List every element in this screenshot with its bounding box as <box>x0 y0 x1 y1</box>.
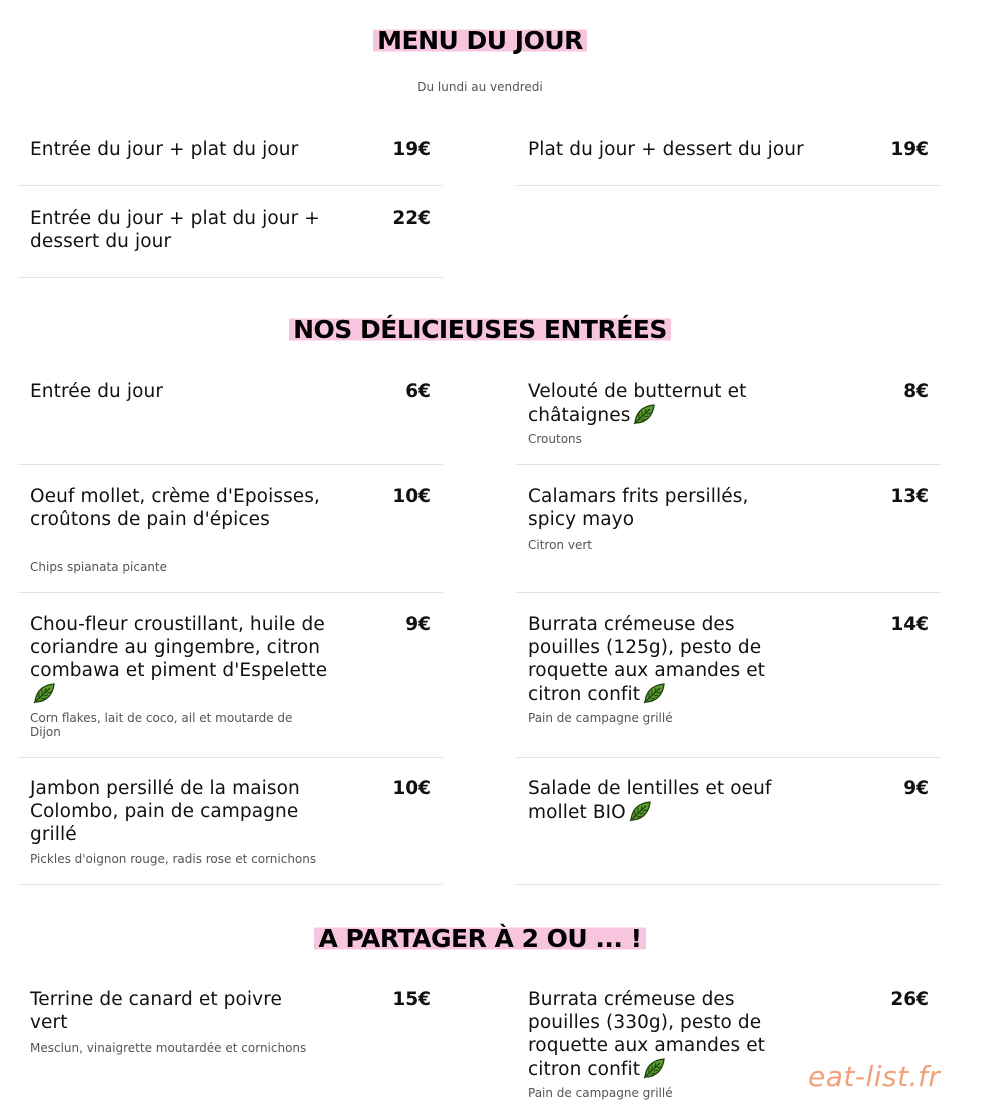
item-name: Burrata crémeuse des pouilles (125g), pesto de roquette aux amandes et citron confit <box>528 614 766 705</box>
item-name: Calamars frits persillés, spicy mayo <box>528 486 749 530</box>
menu-du-jour-subtitle: Du lundi au vendredi <box>417 80 543 94</box>
item-price: 10€ <box>392 486 431 507</box>
item-price: 9€ <box>903 778 929 799</box>
item-name: Jambon persillé de la maison Colombo, pain de campagne grillé <box>30 778 300 845</box>
item-description: Mesclun, vinaigrette moutardée et cornichons <box>30 1041 307 1055</box>
item-description: Pickles d'oignon rouge, radis rose et cornichons <box>30 852 317 866</box>
item-name: Oeuf mollet, crème d'Epoisses, croûtons de pain d'épices <box>30 486 321 530</box>
item-description: Pain de campagne grillé <box>528 711 673 725</box>
item-price: 19€ <box>890 139 929 160</box>
item-name: Chou-fleur croustillant, huile de coriandre au gingembre, citron combawa et piment d'Espelette <box>30 614 328 681</box>
vegetarian-leaf-icon <box>632 403 656 425</box>
watermark: eat-list.fr <box>808 1060 941 1093</box>
item-name: Salade de lentilles et oeuf mollet BIO <box>528 778 772 823</box>
vegetarian-leaf-icon <box>642 1057 666 1079</box>
item-name: Entrée du jour <box>30 381 164 402</box>
item-price: 9€ <box>405 614 431 635</box>
menu-du-jour-title: MENU DU JOUR <box>373 26 587 55</box>
item-price: 6€ <box>405 381 431 402</box>
item-name: Plat du jour + dessert du jour <box>528 139 804 160</box>
item-name: Burrata crémeuse des pouilles (330g), pesto de roquette aux amandes et citron confit <box>528 989 766 1080</box>
menu-item <box>18 613 443 758</box>
item-price: 14€ <box>890 614 929 635</box>
a-partager-title: A PARTAGER À 2 OU ... ! <box>314 924 645 953</box>
section-title-menu-du-jour <box>0 26 960 55</box>
menu-item <box>18 777 443 885</box>
item-price: 8€ <box>903 381 929 402</box>
item-description: Citron vert <box>528 538 592 552</box>
menu-item <box>516 138 941 186</box>
menu-item <box>18 485 443 593</box>
item-price: 10€ <box>392 778 431 799</box>
menu-item <box>18 138 443 186</box>
item-price: 26€ <box>890 989 929 1010</box>
item-description: Pain de campagne grillé <box>528 1086 673 1100</box>
item-price: 13€ <box>890 486 929 507</box>
vegetarian-leaf-icon <box>32 682 56 704</box>
entrees-title: NOS DÉLICIEUSES ENTRÉES <box>289 315 671 344</box>
item-description: Chips spianata picante <box>30 560 167 574</box>
menu-item <box>18 380 443 465</box>
section-title-a-partager <box>0 924 960 953</box>
menu-item <box>18 988 443 1107</box>
item-name: Entrée du jour + plat du jour <box>30 139 299 160</box>
menu-item <box>18 207 443 278</box>
item-description: Corn flakes, lait de coco, ail et moutarde de Dijon <box>30 711 293 739</box>
menu-item <box>516 613 941 758</box>
item-name: Velouté de butternut et châtaignes <box>528 381 747 426</box>
item-price: 19€ <box>392 139 431 160</box>
item-description: Croutons <box>528 432 582 446</box>
item-price: 15€ <box>392 989 431 1010</box>
menu-item <box>516 777 941 885</box>
item-price: 22€ <box>392 208 431 229</box>
item-name: Terrine de canard et poivre vert <box>30 989 282 1033</box>
vegetarian-leaf-icon <box>642 682 666 704</box>
item-name: Entrée du jour + plat du jour + dessert du jour <box>30 208 320 252</box>
menu-item <box>516 485 941 593</box>
section-title-entrees <box>0 315 960 344</box>
vegetarian-leaf-icon <box>628 800 652 822</box>
menu-item <box>516 380 941 465</box>
